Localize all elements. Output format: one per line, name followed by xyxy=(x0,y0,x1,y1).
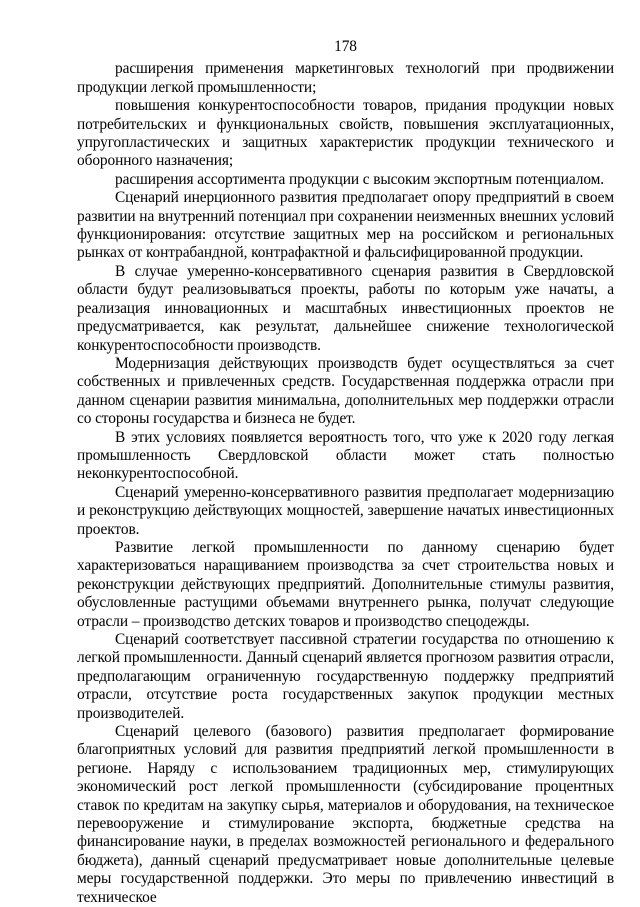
paragraph-9: Развитие легкой промышленности по данному сценарию будет характеризоваться наращиванием производства за счет строительства новых и реконструкции действующих предприятий. Дополнительные стимулы развития, обусловленные растущими объемами внутреннего рынка, получат следующие отрасли – производство детских товаров и производство спецодежды. xyxy=(77,538,614,630)
paragraph-4: Сценарий инерционного развития предполагает опору предприятий в своем развитии на внутренний потенциал при сохранении неизменных внешних условий функционирования: отсутствие защитных мер на российском и региональных рынках от контрабандной, контрафактной и фальсифицированной продукции. xyxy=(77,189,614,262)
page-number: 178 xyxy=(334,38,357,55)
paragraph-11: Сценарий целевого (базового) развития предполагает формирование благоприятных условий для развития предприятий легкой промышленности в регионе. Наряду с использованием традиционных мер, стимулирующих экономический рост легкой промышленности (субсидирование процентных ставок по кредитам на закупку сырья, материалов и оборудования, на техническое перевооружение и стимулирование экспорта, бюджетные средства на финансирование науки, в пределах возможностей регионального и федерального бюджета), данный сценарий предусматривает новые дополнительные целевые меры государственной поддержки. Это меры по привлечению инвестиций в техническое xyxy=(77,723,614,906)
paragraph-5: В случае умеренно-консервативного сценария развития в Свердловской области будут реализовываться проекты, работы по которым уже начаты, а реализация инновационных и масштабных инвестиционных проектов не предусматривается, как результат, дальнейшее снижение технологической конкурентоспособности производств. xyxy=(77,262,614,354)
paragraph-1: расширения применения маркетинговых технологий при продвижении продукции легкой промышленности; xyxy=(77,60,614,96)
paragraph-2: повышения конкурентоспособности товаров, придания продукции новых потребительских и функциональных свойств, повышения эксплуатационных, упругопластических и защитных характеристик продукции технического и оборонного назначения; xyxy=(77,97,614,170)
paragraph-10: Сценарий соответствует пассивной стратегии государства по отношению к легкой промышленности. Данный сценарий является прогнозом развития отрасли, предполагающим ограниченную государственную поддержку предприятий отрасли, отсутствие роста государственных закупок продукции местных производителей. xyxy=(77,631,614,722)
paragraph-3: расширения ассортимента продукции с высоким экспортным потенциалом. xyxy=(115,170,605,188)
paragraph-7: В этих условиях появляется вероятность того, что уже к 2020 году легкая промышленность Свердловской области может стать полностью неконкурентоспособной. xyxy=(77,428,614,483)
paragraph-8: Сценарий умеренно-консервативного развития предполагает модернизацию и реконструкцию действующих мощностей, завершение начатых инвестиционных проектов. xyxy=(77,483,614,538)
paragraph-6: Модернизация действующих производств будет осуществляться за счет собственных и привлеченных средств. Государственная поддержка отрасли при данном сценарии развития минимальна, дополнительных мер поддержки отрасли со стороны государства и бизнеса не будет. xyxy=(77,354,614,428)
